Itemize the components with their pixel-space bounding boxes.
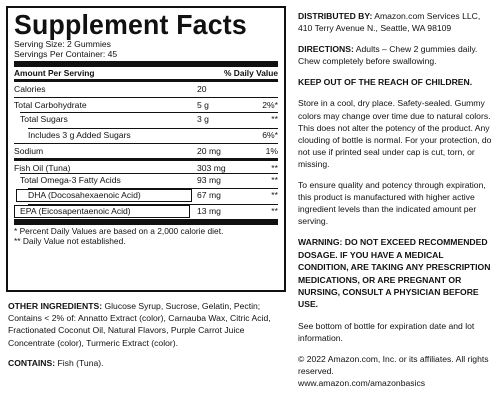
row-amount: 93 mg xyxy=(197,175,221,186)
row-calories xyxy=(14,82,278,97)
row-amount: 20 mg xyxy=(197,145,221,156)
row-dv: 2%* xyxy=(262,100,278,111)
row-amount: 3 g xyxy=(197,114,209,125)
header-amount-per-serving: Amount Per Serving xyxy=(14,68,95,78)
row-fish-oil xyxy=(14,158,278,173)
row-added-sugars xyxy=(14,128,278,143)
serving-size: Serving Size: 2 Gummies xyxy=(14,39,111,49)
other-ingredients xyxy=(8,300,290,349)
row-dv: 1% xyxy=(265,145,278,156)
row-label: Fish Oil (Tuna) xyxy=(14,162,71,173)
row-dv: ** xyxy=(271,190,278,201)
row-dv: ** xyxy=(271,114,278,125)
contains xyxy=(8,357,290,369)
row-dv: ** xyxy=(271,205,278,216)
row-label: Calories xyxy=(14,84,46,94)
warning-text: WARNING: DO NOT EXCEED RECOMMENDED DOSAGE. IF YOU HAVE A MEDICAL CONDITION, ARE TAKING ANY PRESCRIPTION MEDICATIONS, OR ARE PREGNANT OR NURSING, CONSULT A PHYSICIAN BEFORE USE. xyxy=(298,237,491,310)
other-ingredients-label: OTHER INGREDIENTS: xyxy=(8,301,103,311)
row-amount: 13 mg xyxy=(197,205,221,216)
keep-out-warning xyxy=(298,76,496,88)
row-total-sugars xyxy=(14,112,278,127)
contains-label: CONTAINS: xyxy=(8,357,56,368)
row-amount: 67 mg xyxy=(197,190,221,201)
table-header xyxy=(14,67,278,79)
row-sodium xyxy=(14,143,278,158)
row-label: Sodium xyxy=(14,145,44,156)
right-column xyxy=(298,10,496,398)
quality-text: To ensure quality and potency through expiration, this product is manufactured with higher active ingredient levels than the indicated amount per serving. xyxy=(298,180,486,227)
distributed-by xyxy=(298,10,496,34)
servings-per-container: Servings Per Container: 45 xyxy=(14,49,118,59)
footnote-daily-values: * Percent Daily Values are based on a 2,000 calorie diet. xyxy=(14,225,224,236)
other-ingredients-text: Glucose Syrup, Sucrose, Gelatin, Pectin; Contains < 2% of: Annatto Extract (color), Carnauba Wax, Citric Acid, Fractionated Coconut Oil, Natural Flavors, Purple Carrot Juice Concentrate (color), Turmeric Extract (color). xyxy=(8,301,271,348)
panel-title: Supplement Facts xyxy=(14,9,247,40)
expiration-text: See bottom of bottle for expiration date and lot information. xyxy=(298,320,475,343)
distributed-by-label: DISTRIBUTED BY: xyxy=(298,11,373,21)
ingredients-section xyxy=(8,300,290,377)
header-daily-value: % Daily Value xyxy=(224,68,278,78)
keep-out-text: KEEP OUT OF THE REACH OF CHILDREN. xyxy=(298,77,473,88)
supplement-facts-panel xyxy=(6,6,286,292)
row-dv: ** xyxy=(271,175,278,186)
row-dha xyxy=(14,188,278,203)
storage-text: Store in a cool, dry place. Safety-sealed. Gummy colors may change over time due to natural colors. This does not alter the potency of the product. Any clouding of bottle is normal. For your protection, do not use if printed seal under cap is cut, torn, or missing. xyxy=(298,98,492,169)
website-text: www.amazon.com/amazonbasics xyxy=(298,378,426,389)
row-total-omega-3 xyxy=(14,173,278,188)
copyright-text: © 2022 Amazon.com, Inc. or its affiliates. All rights reserved. xyxy=(298,354,489,377)
row-label: Total Omega-3 Fatty Acids xyxy=(20,175,121,186)
row-label: Total Carbohydrate xyxy=(14,100,87,111)
row-dv: 6%* xyxy=(262,129,278,140)
directions xyxy=(298,43,496,67)
row-label: DHA (Docosahexaenoic Acid) xyxy=(28,190,141,201)
directions-label: DIRECTIONS: xyxy=(298,44,354,55)
row-epa xyxy=(14,204,278,219)
row-amount: 5 g xyxy=(197,100,209,111)
row-amount: 303 mg xyxy=(197,162,226,173)
row-label: Total Sugars xyxy=(20,114,68,125)
contains-text: Fish (Tuna). xyxy=(55,357,104,368)
row-total-carbohydrate xyxy=(14,97,278,112)
footnote-not-established: ** Daily Value not established. xyxy=(14,235,126,246)
row-amount: 20 xyxy=(197,84,207,94)
row-label: Includes 3 g Added Sugars xyxy=(28,129,131,140)
directions-text: Adults – Chew 2 gummies daily. Chew completely before swallowing. xyxy=(298,44,478,67)
distributed-by-text: Amazon.com Services LLC, 410 Terry Avenue N., Seattle, WA 98109 xyxy=(298,11,481,34)
row-label: EPA (Eicosapentaenoic Acid) xyxy=(20,205,131,216)
row-dv: ** xyxy=(271,162,278,173)
